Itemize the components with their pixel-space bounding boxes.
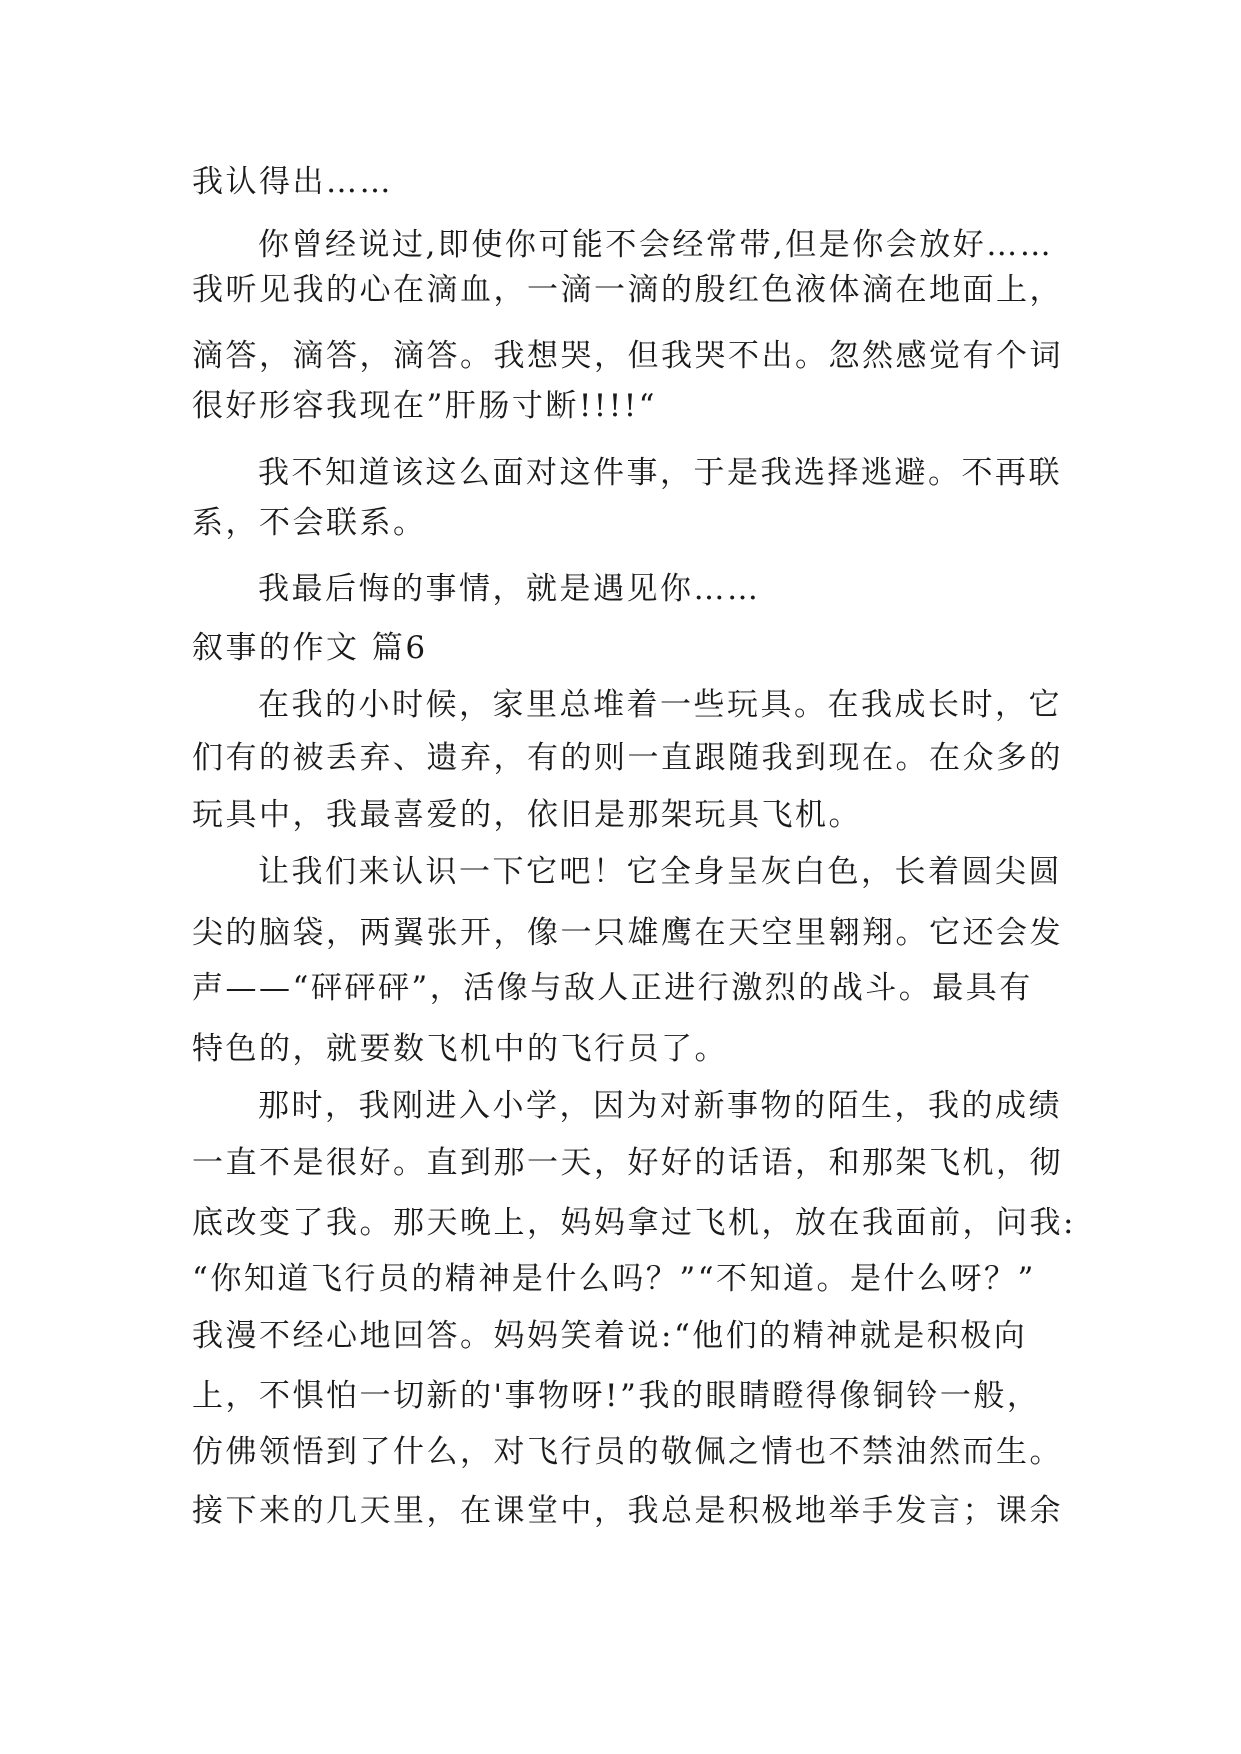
paragraph-start: 你曾经说过,即使你可能不会经常带,但是你会放好……	[258, 227, 1054, 263]
section-heading: 叙事的作文 篇6	[192, 630, 428, 666]
text-line: “你知道飞行员的精神是什么吗？”“不知道。是什么呀？”	[192, 1261, 1036, 1297]
paragraph-start: 在我的小时候，家里总堆着一些玩具。在我成长时，它	[258, 687, 1062, 723]
paragraph-start: 我最后悔的事情，就是遇见你……	[258, 571, 761, 607]
text-line: 接下来的几天里，在课堂中，我总是积极地举手发言；课余	[192, 1493, 1063, 1529]
text-line: 声——“砰砰砰”，活像与敌人正进行激烈的战斗。最具有	[192, 970, 1033, 1006]
paragraph-start: 我不知道该这么面对这件事，于是我选择逃避。不再联	[258, 455, 1062, 491]
text-line: 底改变了我。那天晚上，妈妈拿过飞机，放在我面前，问我:	[192, 1205, 1076, 1241]
text-line: 们有的被丢弃、遗弃，有的则一直跟随我到现在。在众多的	[192, 740, 1063, 776]
text-line: 系，不会联系。	[192, 505, 427, 541]
text-line: 特色的，就要数飞机中的飞行员了。	[192, 1031, 728, 1067]
text-line: 我认得出……	[192, 164, 393, 200]
text-line: 滴答，滴答，滴答。我想哭，但我哭不出。忽然感觉有个词	[192, 338, 1063, 374]
text-line: 我漫不经心地回答。妈妈笑着说:“他们的精神就是积极向	[192, 1318, 1028, 1354]
text-line: 玩具中，我最喜爱的，依旧是那架玩具飞机。	[192, 797, 862, 833]
text-line: 我听见我的心在滴血，一滴一滴的殷红色液体滴在地面上，	[192, 272, 1063, 308]
text-line: 一直不是很好。直到那一天，好好的话语，和那架飞机，彻	[192, 1145, 1063, 1181]
paragraph-start: 那时，我刚进入小学，因为对新事物的陌生，我的成绩	[258, 1088, 1062, 1124]
paragraph-start: 让我们来认识一下它吧！它全身呈灰白色，长着圆尖圆	[258, 854, 1062, 890]
text-line: 上，不惧怕一切新的'事物呀!”我的眼睛瞪得像铜铃一般，	[192, 1378, 1041, 1414]
text-line: 仿佛领悟到了什么，对飞行员的敬佩之情也不禁油然而生。	[192, 1434, 1063, 1470]
text-line: 很好形容我现在”肝肠寸断!!!!“	[192, 388, 658, 424]
text-line: 尖的脑袋，两翼张开，像一只雄鹰在天空里翱翔。它还会发	[192, 915, 1063, 951]
